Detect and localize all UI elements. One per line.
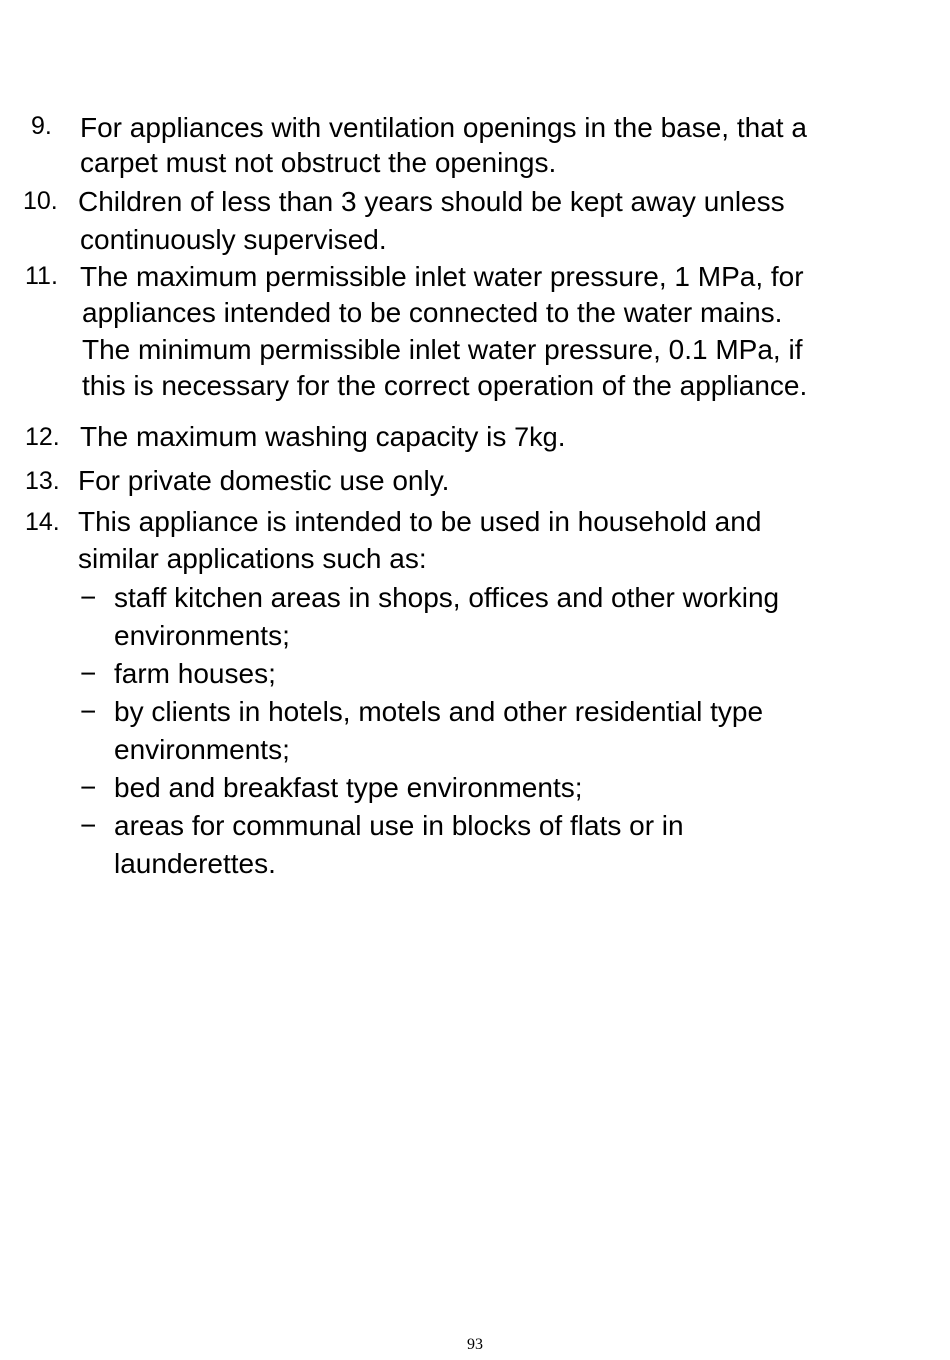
item-text-line: this is necessary for the correct operation of the appliance. <box>82 370 808 401</box>
item-text-line: continuously supervised. <box>80 224 387 255</box>
sub-item-text-line: farm houses; <box>114 658 276 689</box>
item-number: 12. <box>25 423 60 451</box>
sub-item-text-line: launderettes. <box>114 848 276 879</box>
sub-item-text-line: environments; <box>114 734 290 765</box>
capacity-period: . <box>557 421 566 452</box>
sub-item-text-line: bed and breakfast type environments; <box>114 772 583 803</box>
item-text-line: This appliance is intended to be used in household and <box>78 506 762 537</box>
item-text-line: The maximum permissible inlet water pressure, 1 MPa, for <box>80 261 804 292</box>
item-number: 11. <box>25 262 58 290</box>
sub-item-text-line: by clients in hotels, motels and other residential type <box>114 696 764 727</box>
item-number: 14. <box>25 508 60 536</box>
item-text-line: For appliances with ventilation openings in the base, that a <box>80 112 807 143</box>
capacity-text: The maximum washing capacity is <box>80 421 515 452</box>
item-text-line: carpet must not obstruct the openings. <box>80 147 557 178</box>
dash-marker: − <box>80 772 97 803</box>
page-number: 93 <box>467 1336 483 1353</box>
dash-marker: − <box>80 658 97 689</box>
item-text-line: The minimum permissible inlet water pressure, 0.1 MPa, if <box>82 334 803 365</box>
item-number: 13. <box>25 467 60 495</box>
sub-item-text-line: staff kitchen areas in shops, offices and other working <box>114 582 780 613</box>
item-number: 9. <box>31 112 52 140</box>
item-text-line <box>80 422 565 452</box>
item-text-line: Children of less than 3 years should be kept away unless <box>78 186 785 217</box>
item-text-line: appliances intended to be connected to the water mains. <box>82 297 783 328</box>
dash-marker: − <box>80 582 97 613</box>
item-number: 10. <box>23 187 58 215</box>
item-text-line: For private domestic use only. <box>78 465 450 496</box>
item-text-line: similar applications such as: <box>78 543 427 574</box>
sub-item-text-line: areas for communal use in blocks of flats or in <box>114 810 684 841</box>
capacity-value: 7kg <box>514 422 558 452</box>
dash-marker: − <box>80 810 97 841</box>
sub-item-text-line: environments; <box>114 620 290 651</box>
dash-marker: − <box>80 696 97 727</box>
